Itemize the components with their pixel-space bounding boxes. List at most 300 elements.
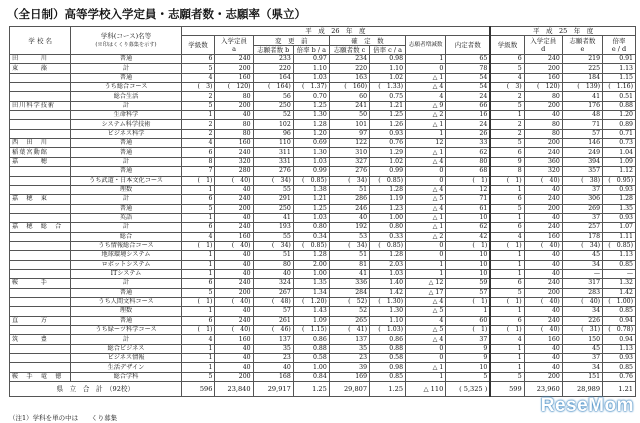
value-cell: 0.51 xyxy=(603,92,636,101)
dept-cell: 普通 xyxy=(71,148,181,157)
value-cell: 276 xyxy=(253,167,293,176)
table-row xyxy=(10,148,636,157)
school-cell xyxy=(10,354,71,363)
value-cell: 42 xyxy=(446,232,491,241)
value-cell: 71 xyxy=(446,195,491,204)
value-cell: 4 xyxy=(406,316,446,325)
school-cell: 嘉 穂 総 合 xyxy=(10,223,71,232)
dept-cell: うち人間文科コース xyxy=(71,297,181,306)
value-cell: 1.42 xyxy=(603,288,636,297)
value-cell: △ 1 xyxy=(406,213,446,222)
value-cell: 40 xyxy=(215,111,253,120)
value-cell: 200 xyxy=(524,101,562,110)
total-cell: 1.25 xyxy=(370,382,406,397)
value-cell: 1.09 xyxy=(603,157,636,166)
value-cell: 5 xyxy=(181,204,215,213)
value-cell: 45 xyxy=(562,251,602,260)
value-cell: 35 xyxy=(253,344,293,353)
value-cell: 150 xyxy=(562,335,602,344)
school-cell xyxy=(10,297,71,306)
value-cell: 9 xyxy=(446,354,491,363)
value-cell: ( 1.30) xyxy=(370,297,406,306)
value-cell: 193 xyxy=(253,223,293,232)
value-cell: 56 xyxy=(253,92,293,101)
value-cell: 5 xyxy=(490,64,524,73)
value-cell: 37 xyxy=(562,213,602,222)
value-cell: 1.00 xyxy=(370,213,406,222)
value-cell: ( 0.78) xyxy=(603,326,636,335)
value-cell: △ 9 xyxy=(406,101,446,110)
value-cell: 160 xyxy=(215,335,253,344)
value-cell: 96 xyxy=(253,129,293,138)
value-cell: 283 xyxy=(562,288,602,297)
value-cell: ( 46) xyxy=(253,326,293,335)
value-cell: 0.80 xyxy=(370,223,406,232)
value-cell: 0.33 xyxy=(370,232,406,241)
value-cell: 54 xyxy=(446,73,491,82)
value-cell: 40 xyxy=(215,185,253,194)
value-cell: 0.34 xyxy=(293,232,329,241)
value-cell: 0.99 xyxy=(293,167,329,176)
value-cell: 57 xyxy=(446,288,491,297)
value-cell: ( 1.03) xyxy=(370,326,406,335)
value-cell: 0.94 xyxy=(603,316,636,325)
value-cell: 1.38 xyxy=(293,185,329,194)
school-cell: 田 川 xyxy=(10,55,71,64)
header-classes: 学級数 xyxy=(181,36,215,55)
value-cell: ( 120) xyxy=(215,83,253,92)
value-cell: ( 40) xyxy=(215,326,253,335)
value-cell: 1.21 xyxy=(370,101,406,110)
value-cell: ( 0.85) xyxy=(603,241,636,250)
value-cell: 280 xyxy=(215,167,253,176)
value-cell: ( 0.95) xyxy=(603,176,636,185)
value-cell: 1.00 xyxy=(293,269,329,278)
value-cell: 10 xyxy=(446,269,491,278)
value-cell: 50 xyxy=(329,111,369,120)
value-cell: ( 1) xyxy=(490,326,524,335)
school-cell: 鞍 手 竜 徳 xyxy=(10,372,71,381)
value-cell: ( 31) xyxy=(562,326,602,335)
value-cell: 61 xyxy=(446,204,491,213)
value-cell: 9 xyxy=(490,157,524,166)
value-cell: 4 xyxy=(490,335,524,344)
value-cell: △ 4 xyxy=(406,297,446,306)
value-cell: 0 xyxy=(406,241,446,250)
value-cell: 40 xyxy=(215,344,253,353)
value-cell: 33 xyxy=(446,139,491,148)
value-cell: 1 xyxy=(490,185,524,194)
table-row xyxy=(10,120,636,129)
value-cell: 40 xyxy=(215,354,253,363)
value-cell: △ 2 xyxy=(406,111,446,120)
value-cell: 0.85 xyxy=(603,307,636,316)
dept-cell: 生命科学 xyxy=(71,111,181,120)
value-cell: 137 xyxy=(329,335,369,344)
value-cell: ( 1) xyxy=(446,326,491,335)
dept-cell: 普通 xyxy=(71,55,181,64)
value-cell: 1.13 xyxy=(603,251,636,260)
value-cell: 55 xyxy=(253,232,293,241)
value-cell: 122 xyxy=(329,139,369,148)
value-cell: 1 xyxy=(181,260,215,269)
value-cell: 40 xyxy=(524,307,562,316)
dept-cell: 普通 xyxy=(71,139,181,148)
page-title: （全日制）高等学校入学定員・志願者数・志願率（県立） xyxy=(7,7,306,21)
value-cell: — xyxy=(603,269,636,278)
value-cell: 0.91 xyxy=(603,55,636,64)
value-cell: 6 xyxy=(490,316,524,325)
value-cell: 1.12 xyxy=(603,167,636,176)
table-row xyxy=(10,92,636,101)
table-row xyxy=(10,326,636,335)
value-cell: 40 xyxy=(524,354,562,363)
dept-cell: ビジネス情報 xyxy=(71,354,181,363)
value-cell: 219 xyxy=(562,55,602,64)
value-cell: 0.76 xyxy=(370,139,406,148)
value-cell: 331 xyxy=(253,157,293,166)
school-cell xyxy=(10,269,71,278)
admission-table xyxy=(9,26,636,397)
value-cell: 257 xyxy=(562,223,602,232)
value-cell: 2 xyxy=(181,92,215,101)
value-cell: 200 xyxy=(215,101,253,110)
value-cell: 6 xyxy=(490,148,524,157)
value-cell: ( 1.16) xyxy=(603,83,636,92)
table-row xyxy=(10,279,636,288)
value-cell: 1.21 xyxy=(293,195,329,204)
value-cell: 200 xyxy=(215,204,253,213)
value-cell: ( 1) xyxy=(181,297,215,306)
value-cell: 12 xyxy=(446,185,491,194)
value-cell: 5 xyxy=(181,372,215,381)
value-cell: 1 xyxy=(406,260,446,269)
value-cell: 34 xyxy=(562,307,602,316)
value-cell: 200 xyxy=(524,204,562,213)
header-school: 学 校 名 xyxy=(10,27,71,55)
value-cell: ( 1.20) xyxy=(293,297,329,306)
value-cell: 1.28 xyxy=(370,251,406,260)
table-row xyxy=(10,260,636,269)
value-cell: 1 xyxy=(181,344,215,353)
value-cell: 1.34 xyxy=(293,288,329,297)
value-cell: 23 xyxy=(329,354,369,363)
value-cell: 0.99 xyxy=(370,167,406,176)
value-cell: 34 xyxy=(562,363,602,372)
value-cell: 40 xyxy=(215,269,253,278)
value-cell: 2.00 xyxy=(293,260,329,269)
value-cell: 357 xyxy=(562,167,602,176)
value-cell: 80 xyxy=(215,120,253,129)
value-cell: 160 xyxy=(215,232,253,241)
value-cell: ( 34) xyxy=(253,176,293,185)
value-cell: ( 41) xyxy=(329,326,369,335)
value-cell: 192 xyxy=(329,223,369,232)
value-cell: △ 1 xyxy=(406,363,446,372)
value-cell: 101 xyxy=(329,120,369,129)
value-cell: ( 40) xyxy=(215,176,253,185)
value-cell: 233 xyxy=(253,55,293,64)
dept-cell: 普通 xyxy=(71,204,181,213)
value-cell: 24 xyxy=(446,120,491,129)
value-cell: 267 xyxy=(253,288,293,297)
dept-cell: うち武道・日本文化コース xyxy=(71,176,181,185)
value-cell: 1.30 xyxy=(293,111,329,120)
value-cell: 163 xyxy=(329,73,369,82)
value-cell: 9 xyxy=(446,344,491,353)
value-cell: ( 3) xyxy=(181,83,215,92)
value-cell: 6 xyxy=(181,148,215,157)
school-cell xyxy=(10,185,71,194)
value-cell: 1 xyxy=(490,260,524,269)
table-row xyxy=(10,195,636,204)
dept-cell: 理数 xyxy=(71,307,181,316)
value-cell: ( 1) xyxy=(490,297,524,306)
value-cell: ( 34) xyxy=(329,176,369,185)
dept-cell: 計 xyxy=(71,64,181,73)
school-cell xyxy=(10,73,71,82)
value-cell: 0.84 xyxy=(293,372,329,381)
dept-cell: うち総合コース xyxy=(71,83,181,92)
value-cell: ( 3) xyxy=(490,83,524,92)
value-cell: 1.25 xyxy=(370,111,406,120)
school-cell xyxy=(10,363,71,372)
value-cell: 169 xyxy=(329,372,369,381)
value-cell: 2 xyxy=(490,129,524,138)
header-rate25: 倍率 e / d xyxy=(603,36,636,55)
school-cell xyxy=(10,241,71,250)
value-cell: — xyxy=(562,269,602,278)
value-cell: 51 xyxy=(329,251,369,260)
value-cell: △ 4 xyxy=(406,83,446,92)
value-cell: 1 xyxy=(181,307,215,316)
value-cell: 51 xyxy=(253,251,293,260)
table-row xyxy=(10,288,636,297)
table-row xyxy=(10,73,636,82)
dept-cell: 総合学科 xyxy=(71,372,181,381)
value-cell: 24 xyxy=(446,92,491,101)
value-cell: 240 xyxy=(524,223,562,232)
value-cell: 8 xyxy=(490,167,524,176)
value-cell: 60 xyxy=(329,92,369,101)
value-cell: △ 12 xyxy=(406,279,446,288)
value-cell: 241 xyxy=(329,101,369,110)
table-row xyxy=(10,101,636,110)
value-cell: 40 xyxy=(524,111,562,120)
value-cell: 225 xyxy=(562,64,602,73)
value-cell: 0.70 xyxy=(293,92,329,101)
value-cell: 0.86 xyxy=(370,335,406,344)
value-cell: 1.19 xyxy=(370,195,406,204)
dept-cell: 普通 xyxy=(71,288,181,297)
value-cell: 37 xyxy=(446,335,491,344)
value-cell: 35 xyxy=(329,344,369,353)
value-cell: 311 xyxy=(253,148,293,157)
value-cell: 200 xyxy=(524,372,562,381)
value-cell: 324 xyxy=(253,279,293,288)
value-cell: 1.35 xyxy=(293,279,329,288)
value-cell: 26 xyxy=(446,129,491,138)
value-cell: 2 xyxy=(181,120,215,129)
dept-cell: 計 xyxy=(71,195,181,204)
value-cell: 1 xyxy=(490,251,524,260)
table-row xyxy=(10,204,636,213)
value-cell: 6 xyxy=(490,195,524,204)
value-cell: 200 xyxy=(215,372,253,381)
table-row xyxy=(10,83,636,92)
value-cell: ( 48) xyxy=(253,297,293,306)
value-cell: 0.76 xyxy=(603,372,636,381)
total-cell: 29,917 xyxy=(253,382,293,397)
total-label: 県 立 合 計 （92校） xyxy=(10,382,182,397)
value-cell: 1 xyxy=(181,269,215,278)
value-cell: 60 xyxy=(446,316,491,325)
value-cell: ( 1) xyxy=(490,176,524,185)
total-cell: 28,989 xyxy=(562,382,602,397)
value-cell: 5 xyxy=(490,204,524,213)
dept-cell: 理数 xyxy=(71,185,181,194)
dept-cell: ビジネス科学 xyxy=(71,129,181,138)
value-cell: 1.40 xyxy=(370,279,406,288)
value-cell: 1.42 xyxy=(370,288,406,297)
table-row xyxy=(10,251,636,260)
value-cell: 1 xyxy=(406,129,446,138)
value-cell: 1.23 xyxy=(370,204,406,213)
table-row xyxy=(10,344,636,353)
value-cell: 1.10 xyxy=(370,316,406,325)
dept-cell: 総合 xyxy=(71,232,181,241)
value-cell: 40 xyxy=(524,363,562,372)
value-cell: 7 xyxy=(181,167,215,176)
value-cell: ( 34) xyxy=(329,241,369,250)
school-cell xyxy=(10,129,71,138)
school-cell: 西 田 川 xyxy=(10,139,71,148)
value-cell: 6 xyxy=(181,55,215,64)
value-cell: 0.85 xyxy=(603,363,636,372)
value-cell: △ 5 xyxy=(406,195,446,204)
value-cell: 1.13 xyxy=(603,64,636,73)
value-cell: 0 xyxy=(406,64,446,73)
table-row xyxy=(10,111,636,120)
value-cell: 5 xyxy=(490,372,524,381)
header-confirmed: 確 定 数 xyxy=(329,36,405,45)
value-cell: 265 xyxy=(329,316,369,325)
value-cell: 0.80 xyxy=(293,223,329,232)
value-cell: 336 xyxy=(329,279,369,288)
value-cell: 1.03 xyxy=(293,213,329,222)
value-cell: 151 xyxy=(562,372,602,381)
value-cell: 5 xyxy=(181,101,215,110)
school-cell: 田川科学技術 xyxy=(10,101,71,110)
table-row xyxy=(10,176,636,185)
value-cell: ( 160) xyxy=(329,83,369,92)
value-cell: 0.88 xyxy=(293,344,329,353)
value-cell: 80 xyxy=(253,260,293,269)
value-cell: 1.15 xyxy=(603,73,636,82)
value-cell: 246 xyxy=(329,204,369,213)
value-cell: ( 1) xyxy=(446,241,491,250)
value-cell: 1.32 xyxy=(603,279,636,288)
value-cell: ( 1.37) xyxy=(293,83,329,92)
value-cell: 220 xyxy=(253,64,293,73)
value-cell: △ 2 xyxy=(406,232,446,241)
school-cell: 直 方 xyxy=(10,316,71,325)
value-cell: 37 xyxy=(562,354,602,363)
value-cell: 0.88 xyxy=(603,101,636,110)
dept-cell: 計 xyxy=(71,101,181,110)
value-cell: △ 1 xyxy=(406,73,446,82)
value-cell: 200 xyxy=(524,288,562,297)
value-cell: 160 xyxy=(524,232,562,241)
value-cell: 317 xyxy=(562,279,602,288)
value-cell: 6 xyxy=(181,223,215,232)
value-cell: 286 xyxy=(329,195,369,204)
header-capacity: 入学定員 a xyxy=(215,36,253,55)
value-cell: 146 xyxy=(562,139,602,148)
value-cell: 1.10 xyxy=(370,64,406,73)
value-cell: ( 0.85) xyxy=(370,241,406,250)
value-cell: 40 xyxy=(215,260,253,269)
value-cell: 40 xyxy=(253,363,293,372)
dept-cell: 総合生活 xyxy=(71,92,181,101)
value-cell: 240 xyxy=(524,279,562,288)
value-cell: 6 xyxy=(490,223,524,232)
value-cell: 10 xyxy=(446,251,491,260)
value-cell: 276 xyxy=(329,167,369,176)
value-cell: 102 xyxy=(253,120,293,129)
value-cell: 320 xyxy=(524,167,562,176)
value-cell: ( 40) xyxy=(524,326,562,335)
value-cell: 1.25 xyxy=(293,204,329,213)
value-cell: 57 xyxy=(253,307,293,316)
value-cell: 10 xyxy=(446,363,491,372)
table-row xyxy=(10,157,636,166)
value-cell: 48 xyxy=(562,111,602,120)
footnote: （注1）学科を単の中は くり募集 xyxy=(9,414,118,422)
value-cell: 1.04 xyxy=(603,148,636,157)
value-cell: 52 xyxy=(253,111,293,120)
table-row xyxy=(10,363,636,372)
value-cell: ( 1) xyxy=(181,326,215,335)
value-cell: 249 xyxy=(562,148,602,157)
dept-cell: 普通 xyxy=(71,167,181,176)
value-cell: 1.03 xyxy=(293,157,329,166)
value-cell: 81 xyxy=(329,260,369,269)
dept-cell: ITシステム xyxy=(71,269,181,278)
value-cell: 5 xyxy=(181,288,215,297)
value-cell: 1.35 xyxy=(603,204,636,213)
total-cell: 29,807 xyxy=(329,382,369,397)
value-cell: 0.88 xyxy=(370,344,406,353)
dept-cell: 計 xyxy=(71,335,181,344)
value-cell: 6 xyxy=(181,279,215,288)
value-cell: ( 1) xyxy=(446,176,491,185)
value-cell: 284 xyxy=(329,288,369,297)
value-cell: △ 4 xyxy=(406,185,446,194)
school-cell xyxy=(10,92,71,101)
value-cell: 40 xyxy=(215,251,253,260)
value-cell: 137 xyxy=(253,335,293,344)
school-cell xyxy=(10,83,71,92)
value-cell: 0.86 xyxy=(293,335,329,344)
value-cell: 1.02 xyxy=(370,73,406,82)
value-cell: 200 xyxy=(524,64,562,73)
value-cell: 5 xyxy=(490,101,524,110)
value-cell: 200 xyxy=(215,288,253,297)
header-h26: 平 成 26 年 度 xyxy=(181,27,490,36)
table-row xyxy=(10,335,636,344)
value-cell: 12 xyxy=(406,139,446,148)
